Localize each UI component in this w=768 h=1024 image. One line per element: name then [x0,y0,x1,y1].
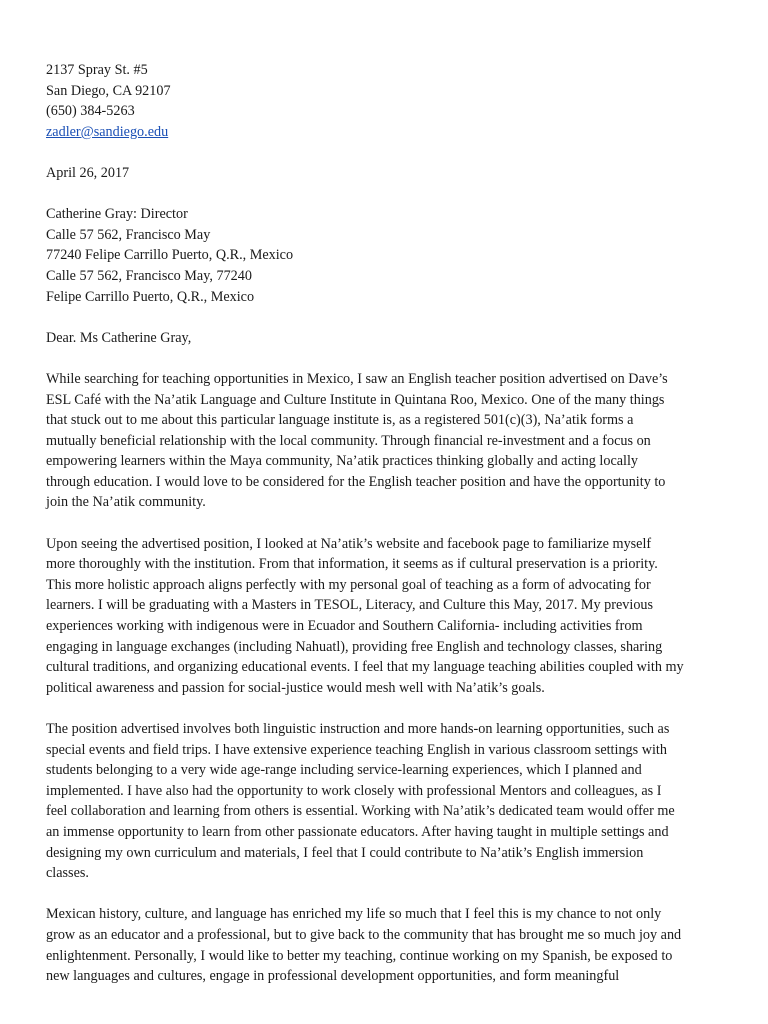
sender-city: San Diego, CA 92107 [46,82,171,99]
paragraph-line: implemented. I have also had the opportunity to work closely with professional Mentors and colleagues, as I [46,782,662,799]
body-paragraph [46,534,728,699]
salutation-text: Dear. Ms Catherine Gray, [46,329,192,346]
recipient-address [46,204,728,307]
body-paragraph [46,719,728,884]
paragraph-line: Upon seeing the advertised position, I looked at Na’atik’s website and facebook page to familiarize myself [46,535,652,552]
paragraph-line: designing my own curriculum and materials, I feel that I could contribute to Na’atik’s English immersion [46,844,644,861]
recipient-line: Felipe Carrillo Puerto, Q.R., Mexico [46,288,255,305]
recipient-line: Calle 57 562, Francisco May [46,226,211,243]
paragraph-line: empowering learners within the Maya community, Na’atik practices thinking globally and acting locally [46,453,639,470]
paragraph-line: political awareness and passion for social-justice would mesh well with Na’atik’s goals. [46,679,545,696]
date-text: April 26, 2017 [46,164,130,181]
body-paragraph [46,369,728,513]
letter-body [46,369,728,987]
recipient-line: 77240 Felipe Carrillo Puerto, Q.R., Mexico [46,247,294,264]
paragraph-line: feel collaboration and learning from others is essential. Working with Na’atik’s dedicated team would offer me [46,803,675,820]
paragraph-line: grow as an educator and a professional, but to give back to the community that has brought me so much joy and [46,926,682,943]
recipient-line: Calle 57 562, Francisco May, 77240 [46,267,252,284]
paragraph-line: mutually beneficial relationship with the local community. Through financial re-investment and a focus on [46,432,651,449]
paragraph-line: students belonging to a very wide age-range including service-learning experiences, which I planned and [46,762,642,779]
paragraph-line: engaging in language exchanges (including Nahuatl), providing free English and technology classes, sharing [46,638,663,655]
paragraph-line: through education. I would love to be considered for the English teacher position and have the opportunity to [46,473,666,490]
paragraph-line: new languages and cultures, engage in professional development opportunities, and form meaningful [46,968,620,985]
paragraph-line: enlightenment. Personally, I would like to better my teaching, continue working on my Spanish, be exposed to [46,947,673,964]
paragraph-line: While searching for teaching opportunities in Mexico, I saw an English teacher position advertised on Dave’s [46,370,668,387]
paragraph-line: an immense opportunity to learn from other passionate educators. After having taught in multiple settings and [46,823,669,840]
sender-address [46,60,728,142]
paragraph-line: Mexican history, culture, and language has enriched my life so much that I feel this is my chance to not only [46,906,662,923]
paragraph-line: that stuck out to me about this particular language institute is, as a registered 501(c)(3), Na’atik forms a [46,412,634,429]
body-paragraph [46,904,728,986]
paragraph-line: learners. I will be graduating with a Masters in TESOL, Literacy, and Culture this May, 2017. My previous [46,597,654,614]
paragraph-line: cultural traditions, and organizing educational events. I feel that my language teaching abilities coupled with my [46,659,684,676]
paragraph-line: ESL Café with the Na’atik Language and Culture Institute in Quintana Roo, Mexico. One of the many things [46,391,665,408]
salutation [46,328,728,349]
paragraph-line: The position advertised involves both linguistic instruction and more hands-on learning opportunities, such as [46,721,670,737]
paragraph-line: special events and field trips. I have extensive experience teaching English in various classroom settings with [46,741,667,758]
paragraph-line: more thoroughly with the institution. From that information, it seems as if cultural preservation is a priority. [46,556,658,573]
sender-email-link[interactable]: zadler@sandiego.edu [46,123,169,140]
paragraph-line: experiences working with indigenous were in Ecuador and Southern California- including activities from [46,618,643,635]
paragraph-line: join the Na’atik community. [46,494,206,511]
sender-street: 2137 Spray St. #5 [46,62,148,78]
letter-date [46,163,728,184]
sender-phone: (650) 384-5263 [46,103,135,120]
recipient-line: Catherine Gray: Director [46,206,188,223]
paragraph-line: classes. [46,865,89,882]
paragraph-line: This more holistic approach aligns perfectly with my personal goal of teaching as a form of advocating for [46,576,651,593]
